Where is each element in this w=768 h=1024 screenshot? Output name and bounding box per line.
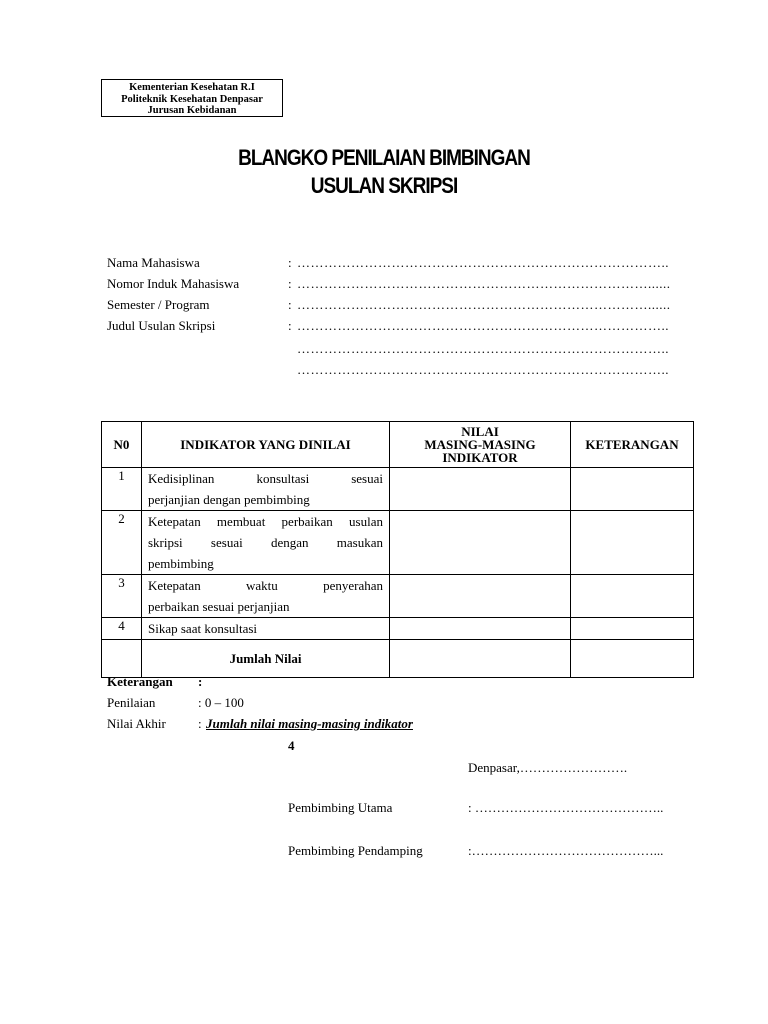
- document-title-line2: USULAN SKRIPSI: [310, 174, 458, 199]
- co-supervisor-signature: :……………………………………...: [468, 843, 664, 858]
- student-name-colon: :: [288, 255, 292, 270]
- row-indicator: [142, 575, 390, 618]
- table-row: [102, 468, 694, 511]
- indicator-line: perjanjian dengan pembimbing: [148, 492, 310, 507]
- score-cell[interactable]: [390, 618, 571, 640]
- total-number-cell: [102, 640, 142, 678]
- main-supervisor-label: Pembimbing Utama: [288, 800, 393, 815]
- header-number: N0: [102, 422, 142, 468]
- header-score-line2: MASING-MASING: [424, 437, 536, 452]
- total-score-cell[interactable]: [390, 640, 571, 678]
- document-title-line1: BLANGKO PENILAIAN BIMBINGAN: [238, 146, 530, 171]
- indicator-line: Kedisiplinan konsultasi sesuai: [148, 471, 383, 486]
- scoring-range: : 0 – 100: [198, 695, 244, 710]
- row-number: 2: [102, 511, 142, 575]
- co-supervisor-label: Pembimbing Pendamping: [288, 843, 423, 858]
- score-cell[interactable]: [390, 511, 571, 575]
- indicator-line: Ketepatan waktu penyerahan: [148, 578, 383, 593]
- table-total-row: [102, 640, 694, 678]
- remark-cell[interactable]: [571, 618, 694, 640]
- thesis-title-blank-3: ………………………………………………………………………..: [297, 362, 669, 377]
- student-id-label: Nomor Induk Mahasiswa: [107, 276, 240, 291]
- thesis-title-label: Judul Usulan Skripsi: [107, 318, 216, 333]
- header-score-line1: NILAI: [461, 424, 499, 439]
- row-number: 3: [102, 575, 142, 618]
- total-remark-cell[interactable]: [571, 640, 694, 678]
- student-id-colon: :: [288, 276, 292, 291]
- student-name-blank: ………………………………………………………………………..: [297, 255, 669, 270]
- score-cell[interactable]: [390, 575, 571, 618]
- final-score-label: Nilai Akhir: [107, 716, 166, 731]
- row-number: 1: [102, 468, 142, 511]
- table-row: [102, 575, 694, 618]
- thesis-title-blank-2: ………………………………………………………………………..: [297, 341, 669, 356]
- row-indicator: [142, 618, 390, 640]
- notes-heading-colon: :: [198, 674, 203, 689]
- institution-ministry: Kementerian Kesehatan R.I: [129, 82, 255, 93]
- header-score: [390, 422, 571, 468]
- indicator-line: pembimbing: [148, 556, 214, 571]
- indicator-line: perbaikan sesuai perjanjian: [148, 599, 290, 614]
- main-supervisor-signature: : ……………………………………..: [468, 800, 664, 815]
- thesis-title-blank: ………………………………………………………………………..: [297, 318, 669, 333]
- student-id-blank: ……………………………………………………………………......: [297, 276, 671, 291]
- remark-cell[interactable]: [571, 511, 694, 575]
- row-indicator: [142, 511, 390, 575]
- thesis-title-colon: :: [288, 318, 292, 333]
- score-cell[interactable]: [390, 468, 571, 511]
- total-label: Jumlah Nilai: [142, 640, 390, 678]
- assessment-table: [101, 421, 694, 678]
- remark-cell[interactable]: [571, 575, 694, 618]
- remark-cell[interactable]: [571, 468, 694, 511]
- semester-label: Semester / Program: [107, 297, 210, 312]
- scoring-label: Penilaian: [107, 695, 156, 710]
- final-score-divisor: 4: [288, 738, 295, 753]
- semester-blank: ……………………………………………………………………......: [297, 297, 671, 312]
- row-indicator: [142, 468, 390, 511]
- table-row: [102, 618, 694, 640]
- indicator-line: Ketepatan membuat perbaikan usulan: [148, 514, 383, 529]
- final-score-colon: :: [198, 716, 202, 731]
- table-header-row: [102, 422, 694, 468]
- row-number: 4: [102, 618, 142, 640]
- semester-colon: :: [288, 297, 292, 312]
- final-score-formula: Jumlah nilai masing-masing indikator: [206, 716, 413, 731]
- notes-heading: Keterangan: [107, 674, 173, 689]
- header-remark: KETERANGAN: [571, 422, 694, 468]
- header-indicator: INDIKATOR YANG DINILAI: [142, 422, 390, 468]
- table-row: [102, 511, 694, 575]
- institution-box: [101, 79, 283, 117]
- indicator-line: skripsi sesuai dengan masukan: [148, 535, 383, 550]
- student-name-label: Nama Mahasiswa: [107, 255, 200, 270]
- place-date: Denpasar,…………………….: [468, 760, 628, 775]
- header-score-line3: INDIKATOR: [442, 450, 518, 465]
- institution-department: Jurusan Kebidanan: [147, 105, 237, 116]
- indicator-line: Sikap saat konsultasi: [148, 621, 258, 636]
- institution-polytechnic: Politeknik Kesehatan Denpasar: [121, 93, 263, 105]
